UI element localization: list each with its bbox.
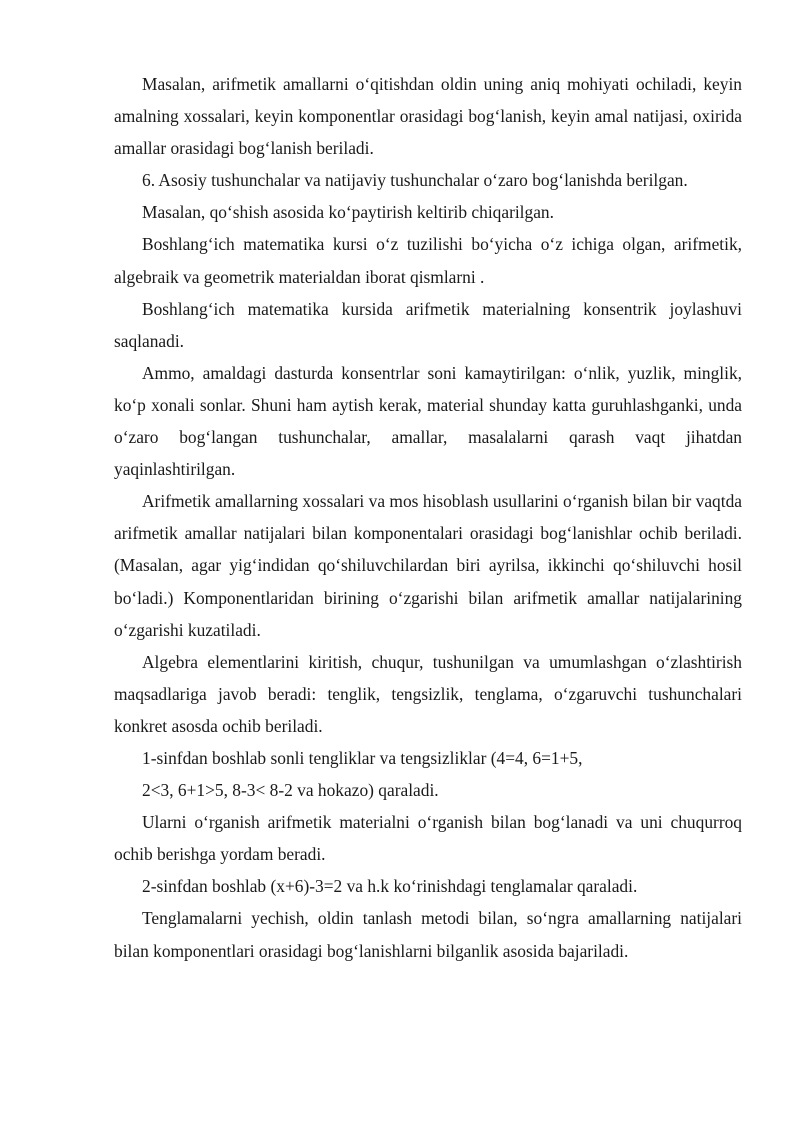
paragraph: 2<3, 6+1>5, 8-3< 8-2 va hokazo) qaraladi. <box>142 780 439 801</box>
paragraph: Masalan, qo‘shish asosida ko‘paytirish keltirib chiqarilgan. <box>142 202 554 223</box>
paragraph: Ularni o‘rganish arifmetik materialni o‘rganish bilan bog‘lanadi va uni chuqurroq ochib berishga yordam beradi. <box>114 812 742 865</box>
paragraph: Ammo, amaldagi dasturda konsentrlar soni kamaytirilgan: o‘nlik, yuzlik, minglik, ko‘p xonali sonlar. Shuni ham aytish kerak, material shunday katta guruhlashganki, unda o‘zaro bog‘langan tushunchalar, amallar, masalalarni qarash vaqt jihatdan yaqinlashtirilgan. <box>114 362 742 480</box>
document-body <box>114 68 742 967</box>
paragraph: Algebra elementlarini kiritish, chuqur, tushunilgan va umumlashgan o‘zlashtirish maqsadlariga javob beradi: tenglik, tengsizlik, tenglama, o‘zgaruvchi tushunchalari konkret asosda ochib beriladi. <box>114 651 742 736</box>
paragraph: Tenglamalarni yechish, oldin tanlash metodi bilan, so‘ngra amallarning natijalari bilan komponentlari orasidagi bog‘lanishlarni bilganlik asosida bajariladi. <box>114 908 742 961</box>
paragraph: Boshlang‘ich matematika kursi o‘z tuzilishi bo‘yicha o‘z ichiga olgan, arifmetik, algebraik va geometrik materialdan iborat qismlarni . <box>114 234 742 287</box>
paragraph: Boshlang‘ich matematika kursida arifmetik materialning konsentrik joylashuvi saqlanadi. <box>114 298 742 351</box>
paragraph: 6. Asosiy tushunchalar va natijaviy tushunchalar o‘zaro bog‘lanishda berilgan. <box>142 170 688 191</box>
paragraph: Masalan, arifmetik amallarni o‘qitishdan oldin uning aniq mohiyati ochiladi, keyin amalning xossalari, keyin komponentlar orasidagi bog‘lanish, keyin amal natijasi, oxirida amallar orasidagi bog‘lanish beriladi. <box>114 74 742 159</box>
paragraph: Arifmetik amallarning xossalari va mos hisoblash usullarini o‘rganish bilan bir vaqtda arifmetik amallar natijalari bilan komponentalari orasidagi bog‘lanishlar ochib beriladi. (Masalan, agar yig‘indidan qo‘shiluvchilardan biri ayrilsa, ikkinchi qo‘shiluvchi hosil bo‘ladi.) Komponentlaridan birining o‘zgarishi bilan arifmetik amallar natijalarining o‘zgarishi kuzatiladi. <box>114 491 742 640</box>
paragraph: 2-sinfdan boshlab (x+6)-3=2 va h.k ko‘rinishdagi tenglamalar qaraladi. <box>142 876 638 897</box>
paragraph: 1-sinfdan boshlab sonli tengliklar va tengsizliklar (4=4, 6=1+5, <box>142 747 583 768</box>
